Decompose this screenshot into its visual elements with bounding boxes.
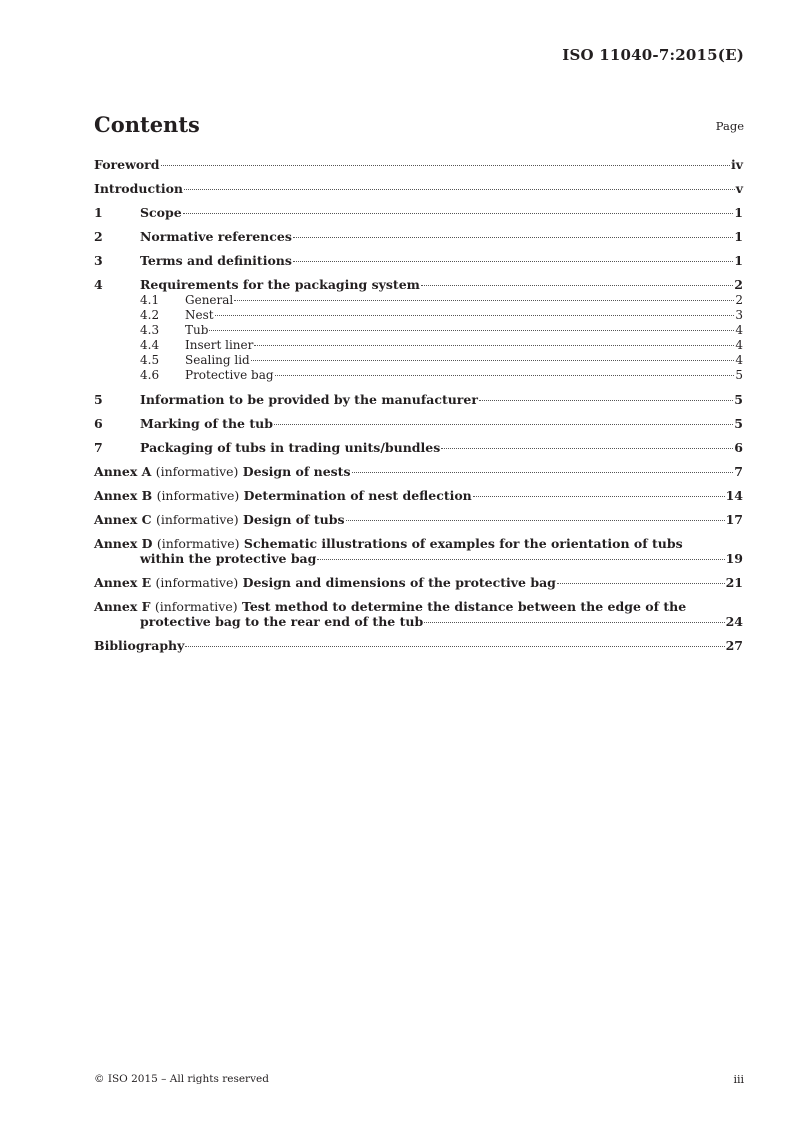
toc-title: Sealing lid <box>185 353 250 367</box>
toc-page: 1 <box>734 229 743 244</box>
toc-entry-packaging[interactable] <box>94 440 743 455</box>
toc-number: 3 <box>94 253 103 268</box>
copyright-notice: © ISO 2015 – All rights reserved <box>94 1073 269 1085</box>
toc-page: 2 <box>734 277 743 292</box>
toc-title: Normative references <box>140 229 292 244</box>
toc-entry-marking[interactable] <box>94 416 743 431</box>
dot-leader <box>234 300 734 301</box>
toc-subentry-tub[interactable] <box>94 323 743 338</box>
dot-leader <box>184 189 735 190</box>
toc-title-line1: Test method to determine the distance between the edge of the <box>241 599 687 614</box>
toc-title: Requirements for the packaging system <box>140 277 420 292</box>
toc-subentry-nest[interactable] <box>94 308 743 323</box>
dot-leader <box>352 472 734 473</box>
dot-leader <box>183 213 734 214</box>
toc-title: Marking of the tub <box>140 416 273 431</box>
toc-entry-annex-d[interactable] <box>94 536 743 566</box>
toc-page: 4 <box>735 338 743 352</box>
toc-entry-annex-a[interactable] <box>94 464 743 479</box>
toc-title: Terms and definitions <box>140 253 292 268</box>
toc-page: 4 <box>735 353 743 367</box>
toc-number: 5 <box>94 392 103 407</box>
toc-title: Bibliography <box>94 638 185 653</box>
annex-type: (informative) <box>155 464 239 479</box>
table-of-contents <box>94 157 743 653</box>
annex-label: Annex D <box>94 536 153 551</box>
toc-number: 7 <box>94 440 103 455</box>
toc-title: General <box>185 293 234 307</box>
toc-page: v <box>735 181 743 196</box>
toc-entry-annex-b[interactable] <box>94 488 743 503</box>
dot-leader <box>317 559 724 560</box>
toc-subentry-sealing-lid[interactable] <box>94 353 743 368</box>
toc-page: iv <box>730 157 743 172</box>
toc-page: 14 <box>725 488 743 503</box>
annex-label: Annex E <box>94 575 152 590</box>
dot-leader <box>557 583 725 584</box>
toc-page: 5 <box>734 416 743 431</box>
annex-type: (informative) <box>155 512 239 527</box>
toc-entry-terms-definitions[interactable] <box>94 253 743 268</box>
annex-type: (informative) <box>156 488 240 503</box>
annex-label: Annex F <box>94 599 151 614</box>
toc-title: Tub <box>185 323 209 337</box>
toc-number: 6 <box>94 416 103 431</box>
toc-title: Foreword <box>94 157 160 172</box>
annex-label: Annex B <box>94 488 153 503</box>
toc-subentry-general[interactable] <box>94 293 743 308</box>
toc-entry-annex-c[interactable] <box>94 512 743 527</box>
toc-subentry-insert-liner[interactable] <box>94 338 743 353</box>
annex-type: (informative) <box>156 536 240 551</box>
toc-title: Packaging of tubs in trading units/bundles <box>140 440 441 455</box>
dot-leader <box>421 285 733 286</box>
dot-leader <box>293 237 733 238</box>
toc-entry-bibliography[interactable] <box>94 638 743 653</box>
dot-leader <box>275 375 735 376</box>
toc-number: 4.2 <box>140 308 160 322</box>
page-title: Contents <box>94 112 200 137</box>
toc-entry-annex-f[interactable] <box>94 599 743 629</box>
annex-type: (informative) <box>155 575 239 590</box>
toc-entry-manufacturer-information[interactable] <box>94 392 743 407</box>
toc-entry-foreword[interactable] <box>94 157 743 172</box>
toc-number: 2 <box>94 229 103 244</box>
dot-leader <box>215 315 735 316</box>
annex-label: Annex A <box>94 464 152 479</box>
dot-leader <box>161 165 730 166</box>
toc-page: 19 <box>725 551 743 566</box>
annex-label: Annex C <box>94 512 152 527</box>
toc-number: 4.5 <box>140 353 160 367</box>
toc-title: Design of nests <box>242 464 351 479</box>
toc-title-line2: within the protective bag <box>140 551 317 566</box>
toc-title-line2: protective bag to the rear end of the tub <box>140 614 424 629</box>
toc-page: 1 <box>734 205 743 220</box>
dot-leader <box>424 622 724 623</box>
toc-title: Introduction <box>94 181 184 196</box>
document-id: ISO 11040-7:2015(E) <box>562 46 744 64</box>
toc-entry-scope[interactable] <box>94 205 743 220</box>
toc-page: 6 <box>734 440 743 455</box>
toc-title: Design and dimensions of the protective bag <box>242 575 556 590</box>
toc-page: 5 <box>734 392 743 407</box>
toc-page: 3 <box>735 308 743 322</box>
toc-subentry-protective-bag[interactable] <box>94 368 743 383</box>
toc-title: Protective bag <box>185 368 274 382</box>
dot-leader <box>441 448 733 449</box>
toc-number: 1 <box>94 205 103 220</box>
toc-page: 1 <box>734 253 743 268</box>
annex-type: (informative) <box>154 599 238 614</box>
toc-page: 5 <box>735 368 743 382</box>
toc-page: 21 <box>725 575 743 590</box>
toc-page: 4 <box>735 323 743 337</box>
toc-title-line1: Schematic illustrations of examples for the orientation of tubs <box>243 536 683 551</box>
toc-number: 4.4 <box>140 338 160 352</box>
toc-entry-annex-e[interactable] <box>94 575 743 590</box>
dot-leader <box>254 345 734 346</box>
toc-page: 24 <box>725 614 743 629</box>
dot-leader <box>209 330 734 331</box>
toc-entry-requirements[interactable] <box>94 277 743 292</box>
dot-leader <box>473 496 725 497</box>
toc-page: 17 <box>725 512 743 527</box>
dot-leader <box>251 360 735 361</box>
toc-title: Scope <box>140 205 182 220</box>
toc-title: Determination of nest deflection <box>243 488 472 503</box>
toc-page: 2 <box>735 293 743 307</box>
page-column-label: Page <box>715 119 744 133</box>
toc-page: 7 <box>734 464 743 479</box>
toc-title: Information to be provided by the manufacturer <box>140 392 478 407</box>
toc-number: 4.1 <box>140 293 160 307</box>
toc-page: 27 <box>725 638 743 653</box>
dot-leader <box>346 520 725 521</box>
page-number: iii <box>733 1073 744 1086</box>
dot-leader <box>274 424 733 425</box>
toc-number: 4.6 <box>140 368 160 382</box>
toc-number: 4 <box>94 277 103 292</box>
toc-number: 4.3 <box>140 323 160 337</box>
dot-leader <box>479 400 733 401</box>
toc-title: Nest <box>185 308 214 322</box>
toc-entry-introduction[interactable] <box>94 181 743 196</box>
dot-leader <box>185 646 724 647</box>
toc-title: Design of tubs <box>243 512 345 527</box>
dot-leader <box>293 261 733 262</box>
toc-entry-normative-references[interactable] <box>94 229 743 244</box>
toc-title: Insert liner <box>185 338 254 352</box>
